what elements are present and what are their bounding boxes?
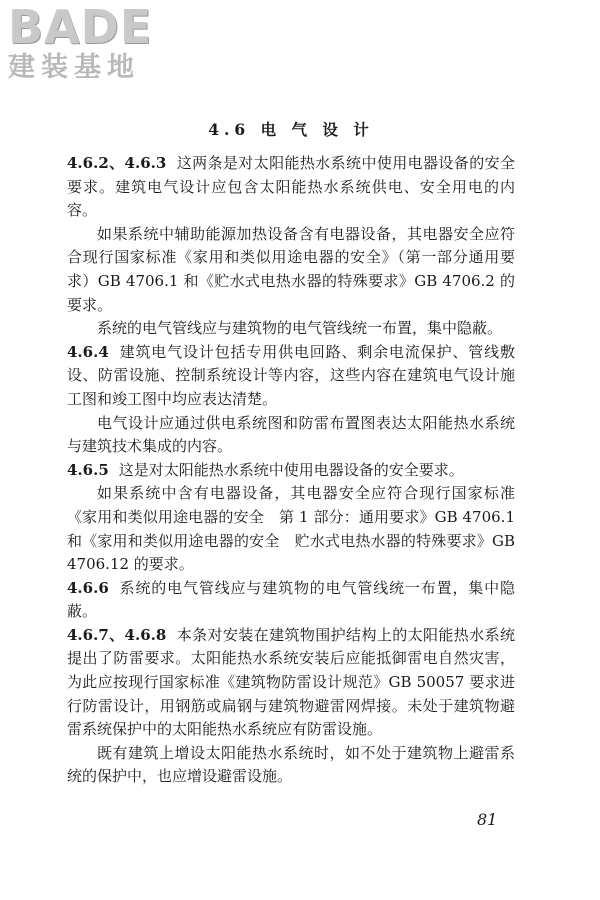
paragraph — [67, 482, 515, 576]
document-body — [67, 118, 515, 789]
paragraph — [67, 341, 515, 412]
paragraph — [67, 459, 515, 483]
logo-subtitle: 建装基地 — [8, 52, 140, 83]
clause-number: 4.6.5 — [67, 460, 109, 479]
paragraph-text: 系统的电气管线应与建筑物的电气管线统一布置，集中隐蔽。 — [67, 578, 515, 621]
clause-number: 4.6.7、4.6.8 — [67, 625, 167, 644]
clause-number: 4.6.2、4.6.3 — [67, 154, 167, 172]
paragraph-text: 如果系统中含有电器设备，其电器安全应符合现行国家标准《家用和类似用途电器的安全 第 1 部分：通用要求》GB 4706.1 和《家用和类似用途电器的安全 贮水式电热水器的特殊要求》GB 4706.12 的要求。 — [67, 484, 515, 574]
paragraph-text: 这是对太阳能热水系统中使用电器设备的安全要求。 — [118, 460, 464, 479]
paragraph — [67, 624, 515, 742]
paragraph-text: 既有建筑上增设太阳能热水系统时，如不处于建筑物上避雷系统的保护中，也应增设避雷设施。 — [67, 743, 515, 786]
clause-number: 4.6.4 — [67, 342, 109, 361]
paragraph-text: 本条对安装在建筑物围护结构上的太阳能热水系统提出了防雷要求。太阳能热水系统安装后应能抵御雷电自然灾害，为此应按现行国家标准《建筑物防雷设计规范》GB 50057 要求进行防雷设计，用钢筋或扁钢与建筑物避雷网焊接。未处于建筑物避雷系统保护中的太阳能热水系统应有防雷设施。 — [67, 625, 515, 739]
section-title: 4.6 电 气 设 计 — [208, 120, 374, 139]
page-number: 81 — [477, 810, 498, 829]
paragraph — [67, 577, 515, 624]
paragraph — [67, 152, 515, 223]
paragraph-text: 电气设计应通过供电系统图和防雷布置图表达太阳能热水系统与建筑技术集成的内容。 — [67, 413, 515, 456]
paragraph — [67, 742, 515, 789]
paragraph — [67, 223, 515, 317]
paragraph-text: 系统的电气管线应与建筑物的电气管线统一布置，集中隐蔽。 — [97, 319, 503, 338]
logo-brand: BADE — [8, 0, 153, 54]
paragraph — [67, 412, 515, 459]
clause-number: 4.6.6 — [67, 578, 109, 597]
bade-logo — [8, 0, 183, 86]
paragraph — [67, 317, 515, 341]
paragraph-text: 建筑电气设计包括专用供电回路、剩余电流保护、管线敷设、防雷设施、控制系统设计等内容，这些内容在建筑电气设计施工图和竣工图中均应表达清楚。 — [67, 342, 515, 408]
paragraph-text: 这两条是对太阳能热水系统中使用电器设备的安全要求。建筑电气设计应包含太阳能热水系统供电、安全用电的内容。 — [67, 154, 515, 220]
paragraph-text: 如果系统中辅助能源加热设备含有电器设备，其电器安全应符合现行国家标准《家用和类似用途电器的安全》（第一部分通用要求）GB 4706.1 和《贮水式电热水器的特殊要求》GB 4706.2 的要求。 — [67, 224, 515, 314]
